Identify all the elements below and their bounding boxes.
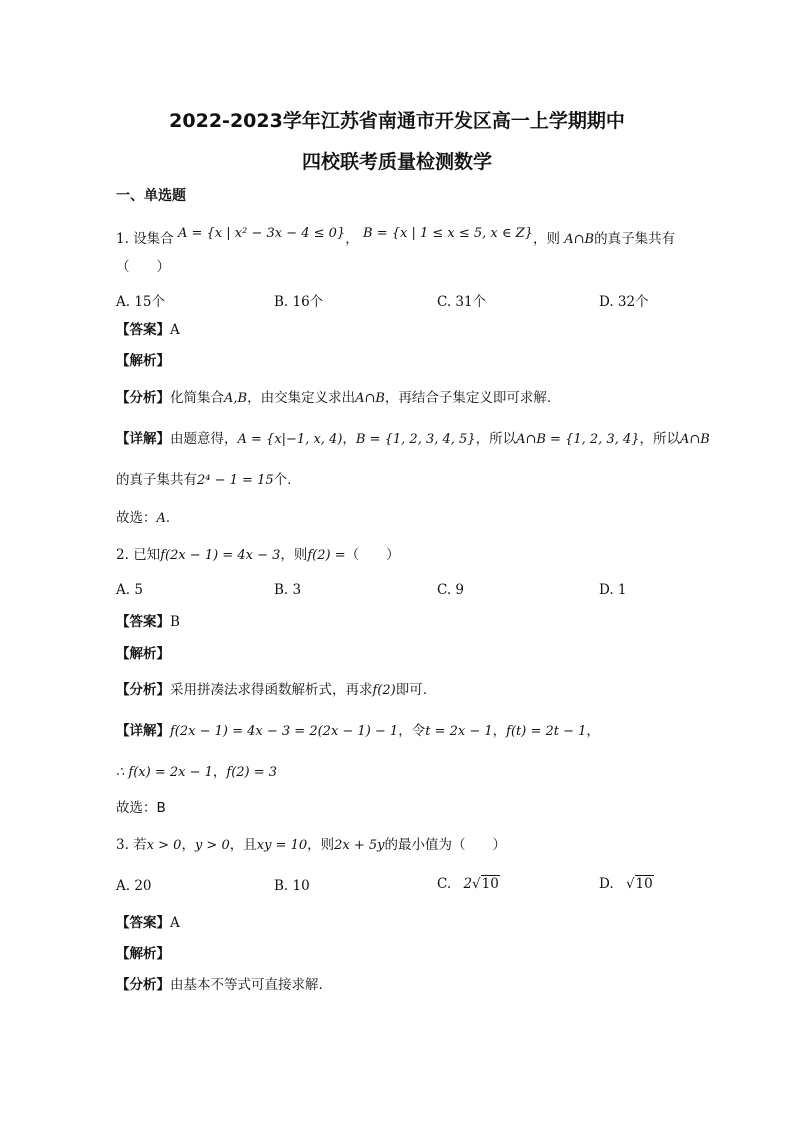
detail-text: ，令 bbox=[398, 723, 426, 739]
radicand: 10 bbox=[481, 876, 499, 892]
option-a: A. 20 bbox=[116, 878, 152, 894]
set-b-formula: B = {x | 1 ≤ x ≤ 5, x ∈ Z} bbox=[363, 226, 533, 241]
analysis-text: ，由交集定义求出 bbox=[247, 390, 356, 406]
math-inline: A∩B = {1, 2, 3, 4} bbox=[516, 432, 640, 447]
answer-line bbox=[116, 613, 180, 631]
option-d: D. 32个 bbox=[599, 294, 649, 310]
analysis-text: ，再结合子集定义即可求解. bbox=[384, 390, 552, 406]
math-inline: f(t) = 2t − 1 bbox=[506, 724, 587, 739]
answer-tag: 【答案】 bbox=[116, 322, 170, 338]
jiexi-tag: 【解析】 bbox=[116, 353, 170, 369]
detail-text: 由题意得， bbox=[170, 431, 238, 447]
stem-text: 设集合 bbox=[133, 231, 174, 247]
option-a: A. 15个 bbox=[116, 294, 166, 310]
choose-line bbox=[116, 509, 170, 528]
option-b: B. 10 bbox=[274, 878, 310, 894]
analysis-tag: 【分析】 bbox=[116, 682, 170, 698]
math-inline: f(2x − 1) = 4x − 3 = 2(2x − 1) − 1 bbox=[170, 724, 399, 739]
math-inline: A∩B bbox=[680, 432, 710, 447]
option-a: A. 5 bbox=[116, 582, 143, 598]
math-inline: 2x + 5y bbox=[334, 838, 385, 853]
stem-text: ，则 bbox=[307, 837, 335, 853]
punct: ， bbox=[345, 231, 359, 247]
coefficient: 2 bbox=[463, 876, 473, 892]
option-label: C. bbox=[437, 876, 452, 892]
analysis-line bbox=[116, 681, 427, 700]
math-inline: y > 0 bbox=[194, 838, 230, 853]
choose-line: 故选：B bbox=[116, 800, 166, 816]
question-number: 2. bbox=[116, 547, 129, 563]
punct: ， bbox=[342, 431, 356, 447]
analysis-text: 即可. bbox=[395, 682, 428, 698]
detail-line-1 bbox=[116, 430, 710, 449]
detail-line-2 bbox=[116, 471, 291, 490]
detail-line-1 bbox=[116, 722, 600, 741]
math-inline: ∴ f(x) = 2x − 1 bbox=[116, 765, 213, 780]
question-3-stem bbox=[116, 836, 506, 855]
option-b: B. 3 bbox=[274, 582, 302, 598]
detail-tag: 【详解】 bbox=[116, 431, 170, 447]
stem-text: 若 bbox=[133, 837, 147, 853]
math-inline: t = 2x − 1 bbox=[425, 724, 493, 739]
detail-text: ，所以 bbox=[475, 431, 517, 447]
detail-line-2 bbox=[116, 763, 277, 782]
stem-text: 的真子集共有 bbox=[594, 231, 676, 247]
question-number: 3. bbox=[116, 837, 129, 853]
math-inline: f(2) = 3 bbox=[226, 765, 278, 780]
analysis-text: 由基本不等式可直接求解. bbox=[170, 977, 323, 993]
doc-title-line1: 2022-2023学年江苏省南通市开发区高一上学期期中 bbox=[169, 110, 625, 132]
math-inline: A∩B bbox=[355, 391, 385, 406]
option-c: C. 9 bbox=[437, 582, 465, 598]
punct: ， bbox=[586, 723, 600, 739]
answer-value: A bbox=[170, 322, 180, 338]
answer-line bbox=[116, 914, 180, 932]
answer-tag: 【答案】 bbox=[116, 915, 170, 931]
answer-value: A bbox=[170, 915, 180, 931]
math-inline: f(2x − 1) = 4x − 3 bbox=[160, 548, 281, 563]
question-1-stem bbox=[116, 226, 676, 249]
option-c bbox=[437, 876, 500, 892]
stem-text: ，且 bbox=[229, 837, 257, 853]
answer-tag: 【答案】 bbox=[116, 614, 170, 630]
analysis-text: 化简集合 bbox=[170, 390, 224, 406]
stem-text: 已知 bbox=[133, 547, 161, 563]
math-inline: f(2) bbox=[372, 683, 396, 698]
analysis-text: 采用拼凑法求得函数解析式，再求 bbox=[170, 682, 373, 698]
punct: ， bbox=[492, 723, 507, 739]
detail-text: ，所以 bbox=[639, 431, 680, 447]
option-d bbox=[599, 876, 654, 892]
sqrt-expression: √10 bbox=[625, 876, 653, 892]
math-inline: 2⁴ − 1 = 15 bbox=[197, 473, 274, 488]
math-inline: f(2) = bbox=[307, 548, 346, 563]
punct: ， bbox=[212, 764, 227, 780]
jiexi-tag: 【解析】 bbox=[116, 946, 170, 962]
math-inline: xy = 10 bbox=[256, 838, 308, 853]
set-a-formula: A = {x | x² − 3x − 4 ≤ 0} bbox=[177, 226, 346, 241]
sqrt-expression: 2√10 bbox=[463, 876, 499, 892]
analysis-tag: 【分析】 bbox=[116, 390, 170, 406]
radicand: 10 bbox=[635, 876, 653, 892]
choose-text: 故选： bbox=[116, 510, 157, 526]
answer-value: B bbox=[170, 614, 180, 630]
math-inline: B = {1, 2, 3, 4, 5} bbox=[355, 432, 476, 447]
detail-text: 的真子集共有 bbox=[116, 472, 197, 488]
option-b: B. 16个 bbox=[274, 294, 324, 310]
option-c: C. 31个 bbox=[437, 294, 487, 310]
question-number: 1. bbox=[116, 231, 129, 247]
section-heading: 一、单选题 bbox=[116, 188, 186, 204]
option-label: D. bbox=[599, 876, 614, 892]
stem-text: 的最小值为（ ） bbox=[384, 837, 506, 853]
choose-value: A. bbox=[156, 511, 171, 526]
punct: ， bbox=[181, 837, 195, 853]
detail-tag: 【详解】 bbox=[116, 723, 170, 739]
stem-text: ，则 bbox=[280, 547, 308, 563]
jiexi-tag: 【解析】 bbox=[116, 646, 170, 662]
analysis-line bbox=[116, 976, 323, 994]
answer-paren: （ ） bbox=[116, 259, 170, 275]
analysis-tag: 【分析】 bbox=[116, 977, 170, 993]
math-inline: A,B bbox=[224, 391, 248, 406]
analysis-line bbox=[116, 389, 551, 408]
intersection-formula: A∩B bbox=[564, 232, 595, 247]
math-inline: A = {x|−1, x, 4) bbox=[237, 432, 343, 447]
math-inline: x > 0 bbox=[146, 838, 182, 853]
stem-text: ，则 bbox=[532, 231, 560, 247]
question-2-stem bbox=[116, 546, 400, 565]
detail-text: 个. bbox=[273, 472, 292, 488]
option-d: D. 1 bbox=[599, 582, 627, 598]
answer-paren: （ ） bbox=[345, 547, 400, 563]
doc-title-line2: 四校联考质量检测数学 bbox=[301, 151, 492, 173]
answer-line bbox=[116, 321, 180, 339]
